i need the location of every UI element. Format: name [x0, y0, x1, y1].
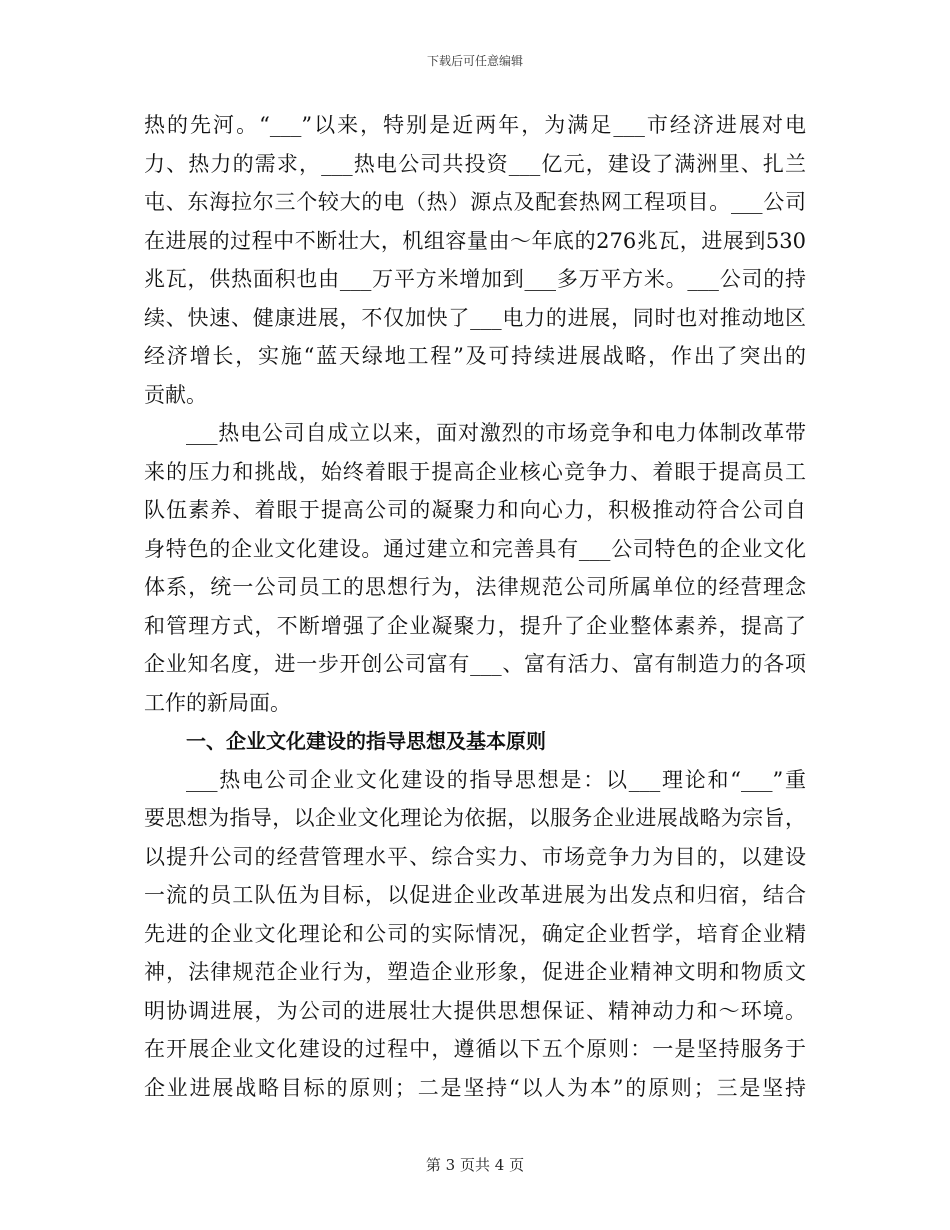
page-header-note: 下载后可任意编辑 [426, 54, 523, 68]
paragraph-line: 企业知名度，进一步开创公司富有___、富有活力、富有制造力的各项 [144, 652, 806, 676]
paragraph-line: 热的先河。“___”以来，特别是近两年，为满足___市经济进展对电 [144, 113, 806, 137]
paragraph-line: ___热电公司自成立以来，面对激烈的市场竞争和电力体制改革带 [186, 421, 806, 445]
paragraph-line: 经济增长，实施“蓝天绿地工程”及可持续进展战略，作出了突出的 [144, 344, 806, 368]
page-number: 第 3 页共 4 页 [425, 1156, 525, 1174]
paragraph-line: 一流的员工队伍为目标，以促进企业改革进展为出发点和归宿，结合 [144, 883, 806, 907]
paragraph-line: 体系，统一公司员工的思想行为，法律规范公司所属单位的经营理念 [144, 575, 806, 599]
document-body [144, 106, 806, 1107]
paragraph-line: 企业进展战略目标的原则；二是坚持“以人为本”的原则；三是坚持 [144, 1075, 806, 1100]
paragraph-line: 要思想为指导，以企业文化理论为依据，以服务企业进展战略为宗旨， [144, 806, 806, 830]
paragraph-line: 在开展企业文化建设的过程中，遵循以下五个原则：一是坚持服务于 [144, 1037, 806, 1061]
paragraph-line: 先进的企业文化理论和公司的实际情况，确定企业哲学，培育企业精 [144, 921, 806, 946]
paragraph-line: 贡献。 [144, 382, 207, 407]
paragraph-line: 神，法律规范企业行为，塑造企业形象，促进企业精神文明和物质文 [144, 960, 806, 984]
paragraph-line: ___热电公司企业文化建设的指导思想是：以___理论和“___”重 [186, 767, 806, 792]
paragraph-line: 续、快速、健康进展，不仅加快了___电力的进展，同时也对推动地区 [144, 305, 806, 330]
paragraph-line: 和管理方式，不断增强了企业凝聚力，提升了企业整体素养，提高了 [144, 613, 806, 638]
paragraph-line: 兆瓦，供热面积也由___万平方米增加到___多万平方米。___公司的持 [144, 267, 806, 291]
section-heading: 一、企业文化建设的指导思想及基本原则 [186, 729, 546, 753]
paragraph-line: 屯、东海拉尔三个较大的电（热）源点及配套热网工程项目。___公司 [144, 190, 806, 214]
paragraph-line: 工作的新局面。 [144, 690, 291, 715]
paragraph-line: 在进展的过程中不断壮大，机组容量由～年底的276兆瓦，进展到530 [144, 228, 806, 253]
paragraph-line: 力、热力的需求，___热电公司共投资___亿元，建设了满洲里、扎兰 [144, 151, 806, 176]
paragraph-line: 身特色的企业文化建设。通过建立和完善具有___公司特色的企业文化 [144, 536, 806, 561]
paragraph-line: 来的压力和挑战，始终着眼于提高企业核心竞争力、着眼于提高员工 [144, 459, 806, 484]
paragraph-line: 明协调进展，为公司的进展壮大提供思想保证、精神动力和～环境。 [144, 998, 806, 1023]
paragraph-line: 以提升公司的经营管理水平、综合实力、市场竞争力为目的，以建设 [144, 844, 806, 869]
paragraph-line: 队伍素养、着眼于提高公司的凝聚力和向心力，积极推动符合公司自 [144, 498, 806, 522]
